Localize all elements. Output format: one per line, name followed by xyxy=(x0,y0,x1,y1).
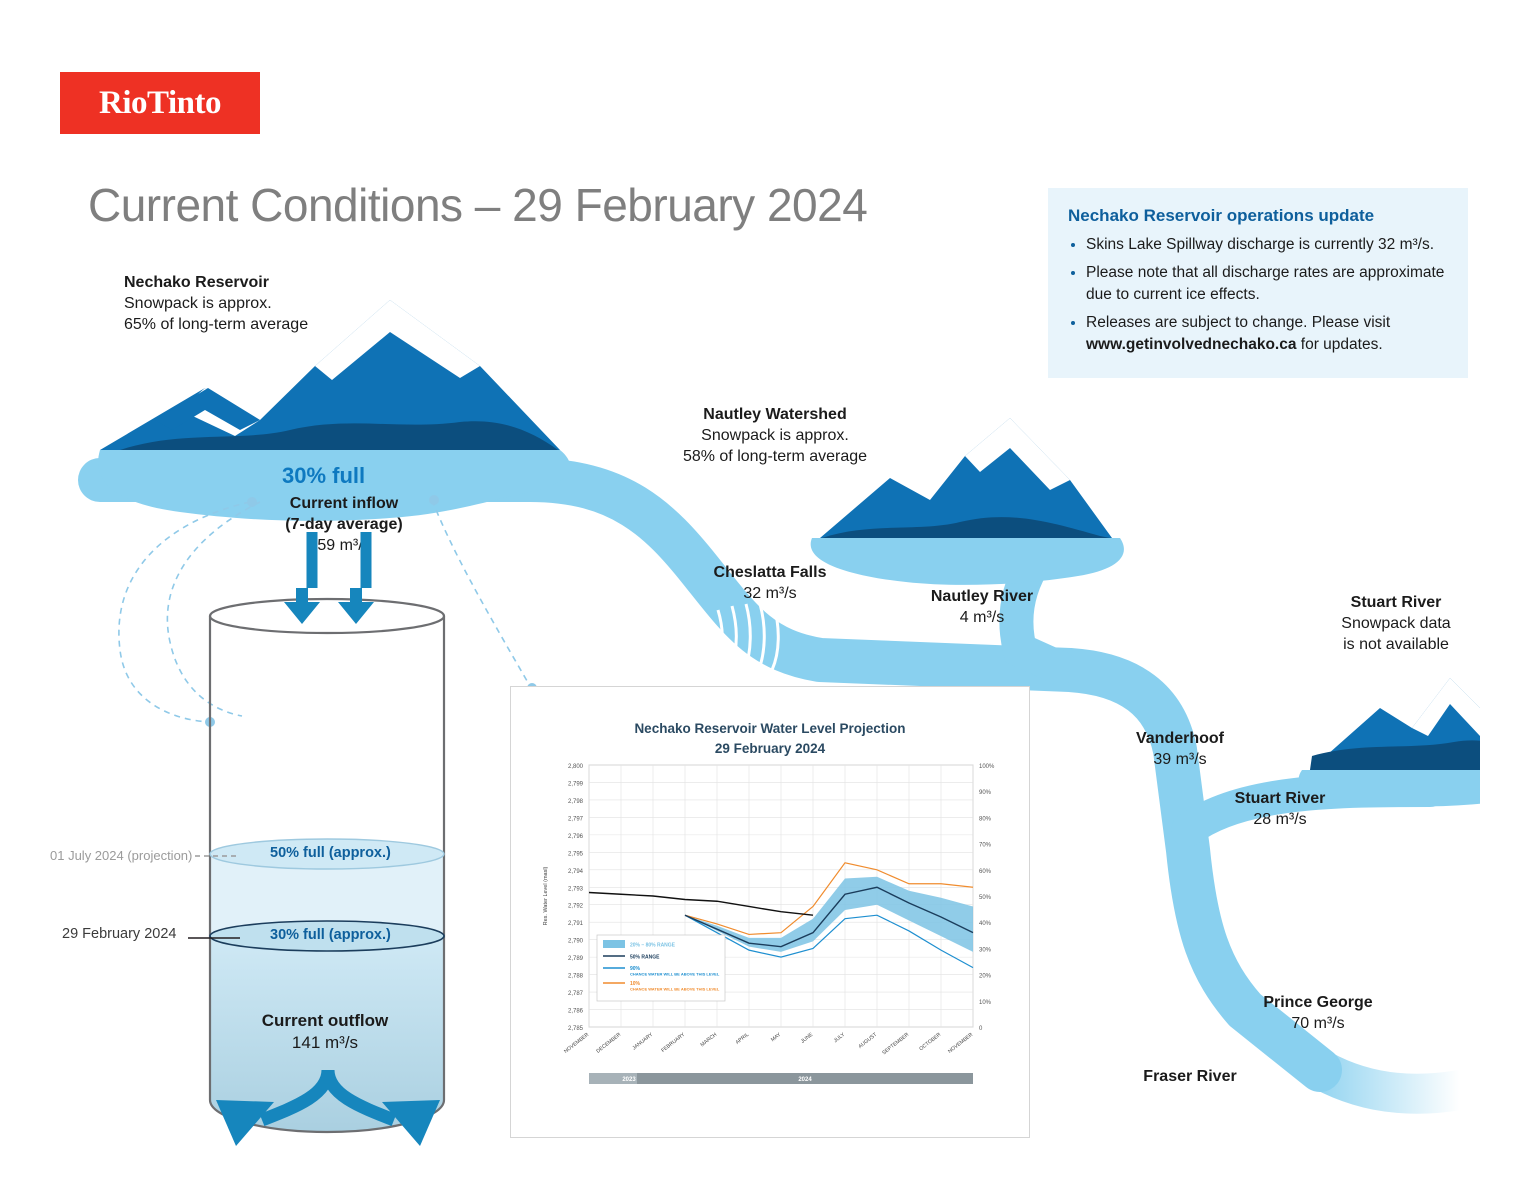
svg-text:NOVEMBER: NOVEMBER xyxy=(563,1031,591,1055)
nechako-snowpack-line2: 65% of long-term average xyxy=(124,316,309,334)
current-outflow-value: 141 m³/s xyxy=(291,1033,359,1053)
svg-text:2,786: 2,786 xyxy=(567,1008,583,1015)
nautley-watershed-label xyxy=(660,404,890,467)
chart-title: Nechako Reservoir Water Level Projection xyxy=(634,721,906,736)
svg-text:APRIL: APRIL xyxy=(734,1031,751,1046)
river-ribbon-fraser xyxy=(1305,1060,1460,1094)
svg-text:SEPTEMBER: SEPTEMBER xyxy=(881,1031,911,1057)
svg-text:2,791: 2,791 xyxy=(567,921,583,928)
current-inflow-value: 59 m³/s xyxy=(317,537,371,555)
logo-wordmark: RioTinto xyxy=(99,84,221,121)
svg-text:100%: 100% xyxy=(979,764,995,770)
nechako-reservoir-title: Nechako Reservoir xyxy=(124,274,269,291)
svg-text:2,785: 2,785 xyxy=(567,1026,583,1032)
page-title: Current Conditions – 29 February 2024 xyxy=(88,179,868,231)
svg-text:70%: 70% xyxy=(979,842,992,849)
water-level-projection-chart xyxy=(510,686,1030,1138)
stuart-river-title: Stuart River xyxy=(1234,790,1326,807)
svg-text:30%: 30% xyxy=(979,947,992,954)
svg-text:2,797: 2,797 xyxy=(567,816,583,823)
cheslatta-falls-value: 32 m³/s xyxy=(743,585,797,603)
svg-text:40%: 40% xyxy=(979,921,992,928)
riotinto-logo xyxy=(60,72,260,134)
svg-text:2,789: 2,789 xyxy=(567,956,583,963)
svg-text:10%: 10% xyxy=(979,999,992,1006)
nautley-river-label xyxy=(892,586,1072,628)
svg-text:10%: 10% xyxy=(630,981,641,987)
chart-plot xyxy=(511,687,1031,1139)
vanderhoof-value: 39 m³/s xyxy=(1153,751,1207,769)
cylinder-30-label: 30% full (approx.) xyxy=(270,927,391,943)
operations-update-bullet-1: • Skins Lake Spillway discharge is currently 32 m³/s. xyxy=(1086,234,1448,255)
chart-subtitle: 29 February 2024 xyxy=(714,740,826,756)
svg-text:90%: 90% xyxy=(979,790,992,797)
current-inflow-sub: (7-day average) xyxy=(285,516,403,534)
svg-text:2,796: 2,796 xyxy=(567,833,583,840)
svg-text:2024: 2024 xyxy=(798,1077,812,1083)
nautley-river-title: Nautley River xyxy=(930,588,1034,605)
svg-text:2,800: 2,800 xyxy=(567,764,583,770)
svg-text:2,788: 2,788 xyxy=(567,973,583,980)
operations-update-heading: Nechako Reservoir operations update xyxy=(1068,206,1375,225)
outflow-arrows xyxy=(178,1070,478,1180)
nautley-snowpack-line1: Snowpack is approx. xyxy=(701,427,849,445)
cheslatta-falls-label xyxy=(680,562,860,604)
svg-text:80%: 80% xyxy=(979,816,992,823)
svg-text:MAY: MAY xyxy=(769,1031,783,1044)
svg-text:CHANCE WATER WILL BE ABOVE THI: CHANCE WATER WILL BE ABOVE THIS LEVEL xyxy=(630,986,720,992)
svg-text:Res. Water Level (masl): Res. Water Level (masl) xyxy=(543,866,549,926)
nautley-watershed-title: Nautley Watershed xyxy=(703,406,847,423)
cylinder-projection-date: 01 July 2024 (projection) xyxy=(50,848,193,863)
cheslatta-falls-title: Cheslatta Falls xyxy=(713,564,827,581)
reservoir-percent-full: 30% full xyxy=(282,463,366,488)
svg-text:AUGUST: AUGUST xyxy=(857,1031,879,1050)
prince-george-label xyxy=(1218,992,1418,1034)
svg-text:50%: 50% xyxy=(979,895,992,901)
stuart-snowpack-line1: Snowpack data xyxy=(1341,615,1451,633)
nautley-snowpack-line2: 58% of long-term average xyxy=(682,448,868,466)
stuart-snowpack-title: Stuart River xyxy=(1350,594,1442,611)
svg-text:90%: 90% xyxy=(630,966,641,972)
svg-text:60%: 60% xyxy=(979,868,992,875)
vanderhoof-label xyxy=(1090,728,1270,770)
svg-text:JUNE: JUNE xyxy=(799,1031,815,1045)
current-outflow-title: Current outflow xyxy=(261,1011,389,1030)
current-outflow-label xyxy=(190,1010,460,1055)
nechako-website-link[interactable]: www.getinvolvednechako.ca xyxy=(1086,335,1297,353)
nautley-river-value: 4 m³/s xyxy=(959,609,1005,627)
svg-text:2023: 2023 xyxy=(622,1077,636,1083)
svg-text:0: 0 xyxy=(979,1026,983,1032)
svg-text:JULY: JULY xyxy=(832,1031,847,1045)
svg-text:NOVEMBER: NOVEMBER xyxy=(947,1031,975,1055)
stuart-river-value: 28 m³/s xyxy=(1253,811,1307,829)
inflow-arrow-stems xyxy=(260,528,440,608)
stuart-snowpack-line2: is not available xyxy=(1343,636,1449,654)
cylinder-current-date: 29 February 2024 xyxy=(62,926,177,942)
svg-text:FEBRUARY: FEBRUARY xyxy=(660,1031,687,1054)
svg-text:50% RANGE: 50% RANGE xyxy=(630,954,660,961)
fraser-river-label xyxy=(1090,1066,1290,1087)
nechako-snowpack-line1: Snowpack is approx. xyxy=(124,295,272,313)
bullet-3-prefix: Releases are subject to change. Please visit xyxy=(1086,314,1391,332)
vanderhoof-title: Vanderhoof xyxy=(1135,730,1224,747)
svg-text:2,792: 2,792 xyxy=(567,903,583,910)
svg-text:2,795: 2,795 xyxy=(567,851,583,858)
svg-text:20%: 20% xyxy=(979,973,992,980)
svg-text:OCTOBER: OCTOBER xyxy=(918,1031,943,1053)
fraser-river-title: Fraser River xyxy=(1143,1068,1237,1085)
prince-george-value: 70 m³/s xyxy=(1291,1015,1345,1033)
current-inflow-title: Current inflow xyxy=(289,495,399,512)
svg-text:2,794: 2,794 xyxy=(567,868,583,875)
svg-text:2,798: 2,798 xyxy=(567,798,583,805)
svg-text:20% – 80% RANGE: 20% – 80% RANGE xyxy=(630,942,676,949)
cylinder-50-label: 50% full (approx.) xyxy=(270,845,391,861)
svg-text:DECEMBER: DECEMBER xyxy=(595,1031,623,1055)
svg-text:CHANCE WATER WILL BE ABOVE THI: CHANCE WATER WILL BE ABOVE THIS LEVEL xyxy=(630,971,720,977)
svg-text:JANUARY: JANUARY xyxy=(631,1031,655,1052)
svg-text:2,790: 2,790 xyxy=(567,938,583,945)
svg-text:MARCH: MARCH xyxy=(699,1031,719,1049)
svg-text:2,793: 2,793 xyxy=(567,886,583,893)
svg-text:2,787: 2,787 xyxy=(567,991,583,998)
stuart-snowpack-label xyxy=(1296,592,1496,655)
operations-update-bullet-2: • Please note that all discharge rates are approximate due to current ice effects. xyxy=(1086,262,1448,305)
nechako-reservoir-label xyxy=(124,272,424,335)
svg-text:2,799: 2,799 xyxy=(567,781,583,788)
stuart-river-label xyxy=(1190,788,1370,830)
bullet-3-suffix: for updates. xyxy=(1296,335,1383,353)
prince-george-title: Prince George xyxy=(1263,994,1373,1011)
